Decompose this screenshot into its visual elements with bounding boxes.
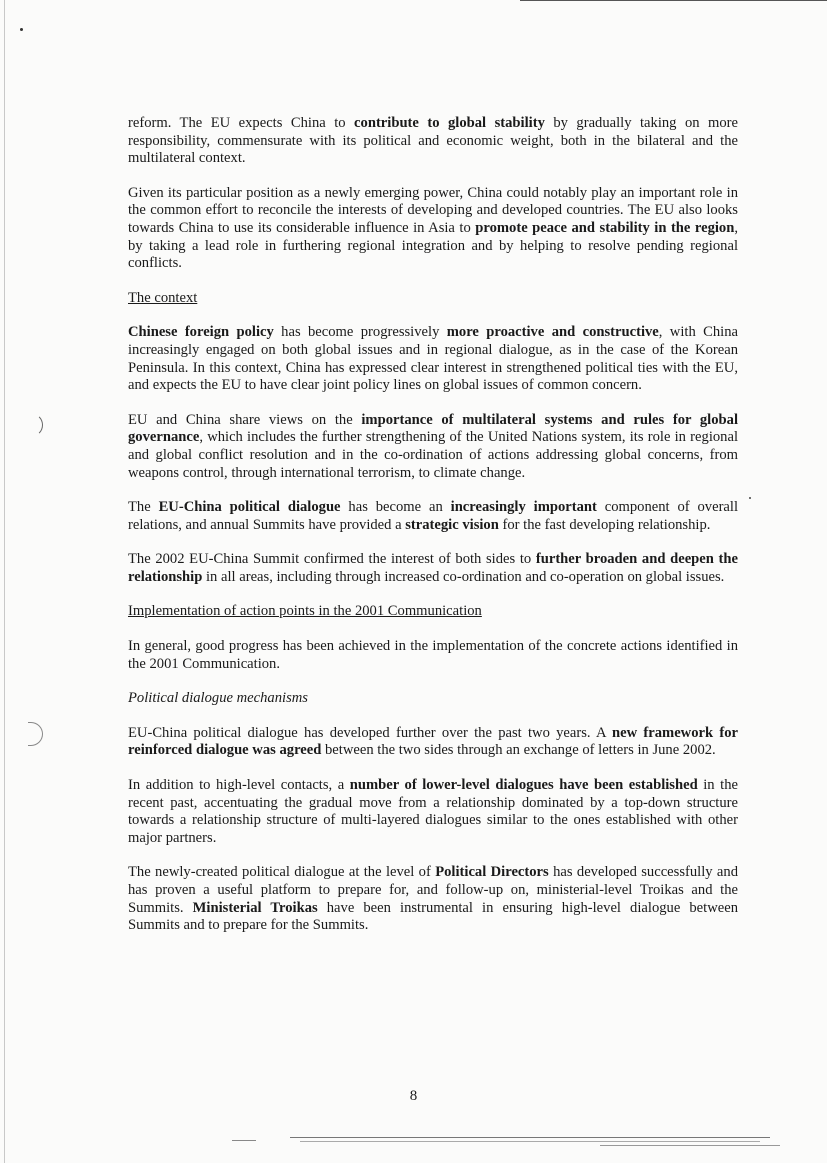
paragraph-political-3 <box>128 864 738 934</box>
section-heading-context: The context <box>128 289 198 306</box>
bold-text: more proactive and constructive <box>446 324 659 341</box>
text-run: EU-China political dialogue has developed further over the past two years. A <box>128 724 613 741</box>
bold-text: further broaden and deepen the relationship <box>128 551 738 585</box>
text-run: reform. The EU expects China to <box>128 115 355 131</box>
text-run: component of overall relations, and annual Summits have provided a <box>128 499 739 533</box>
text-run: The newly-created political dialogue at the level of <box>128 864 436 881</box>
paragraph-intro-1 <box>128 115 738 168</box>
footer-scan-line <box>232 1140 256 1141</box>
top-scan-line <box>520 0 827 1</box>
bold-text: increasingly important <box>450 499 597 516</box>
bold-text: number of lower-level dialogues have been established <box>349 777 698 794</box>
bold-text: Chinese foreign policy <box>128 324 274 341</box>
page-number: 8 <box>409 1088 418 1104</box>
punch-hole-mark <box>28 413 43 437</box>
paragraph-context-2 <box>128 412 738 482</box>
text-run: The <box>128 499 159 516</box>
paragraph-context-1 <box>128 324 738 394</box>
subheading-political-dialogue: Political dialogue mechanisms <box>128 690 308 707</box>
scan-speck <box>749 497 751 499</box>
footer-scan-line <box>290 1137 770 1138</box>
bold-text: importance of multilateral systems and rules for global governance <box>128 411 738 446</box>
paragraph-intro-2 <box>128 185 738 273</box>
text-run: The 2002 EU-China Summit confirmed the interest of both sides to <box>128 551 536 568</box>
text-run: Given its particular position as a newly emerging power, China could notably play an important role in the common effort to reconcile the interests of developing and developed countries. The EU also looks towards China to use its considerable influence in Asia to <box>128 184 738 236</box>
bold-text: contribute to global stability <box>354 115 545 131</box>
paragraph-political-1 <box>128 725 738 760</box>
bold-text: EU-China political dialogue <box>158 499 341 516</box>
scan-speck <box>20 28 23 31</box>
bold-text: Political Directors <box>435 864 549 881</box>
punch-hole-mark <box>28 722 43 746</box>
text-run: In addition to high-level contacts, a <box>128 777 350 794</box>
text-run: EU and China share views on the <box>128 411 362 428</box>
paragraph-context-4 <box>128 551 738 586</box>
text-run: in the recent past, accentuating the gradual move from a relationship dominated by a top-down structure towards a relationship structure of multi-layered dialogues similar to the ones established with other major partners. <box>128 777 738 846</box>
text-run: in all areas, including through increased co-ordination and co-operation on global issues. <box>202 568 725 585</box>
text-run: , by taking a lead role in furthering regional integration and by helping to resolve pending regional conflicts. <box>128 219 738 272</box>
text-run: by gradually taking on more responsibility, commensurate with its political and economic weight, both in the bilateral and the multilateral context. <box>128 115 738 167</box>
footer-scan-line <box>300 1141 760 1142</box>
left-scan-edge <box>4 0 5 1163</box>
text-run: , with China increasingly engaged on both global issues and in regional dialogue, as in the case of the Korean Peninsula. In this context, China has expressed clear interest in strengthened political ties with the EU, and expects the EU to have clear joint policy lines on global issues of common concern. <box>128 324 738 394</box>
bold-text: Ministerial Troikas <box>192 899 318 916</box>
bold-text: promote peace and stability in the region <box>475 219 735 236</box>
bold-text: strategic vision <box>405 516 499 533</box>
text-run: , which includes the further strengthening of the United Nations system, its role in regional and global conflict resolution and in the co-ordination of actions addressing global concerns, from weapons control, through international terrorism, to climate change. <box>128 429 738 481</box>
paragraph-implementation: In general, good progress has been achieved in the implementation of the concrete actions identified in the 2001 Communication. <box>128 638 738 672</box>
paragraph-political-2 <box>128 777 738 847</box>
document-body <box>128 115 738 952</box>
text-run: has become progressively <box>273 324 447 341</box>
bold-text: new framework for reinforced dialogue was agreed <box>128 724 738 759</box>
footer-scan-line <box>600 1145 780 1146</box>
paragraph-context-3 <box>128 499 738 534</box>
text-run: for the fast developing relationship. <box>498 516 711 533</box>
text-run: have been instrumental in ensuring high-level dialogue between Summits and to prepare for the Summits. <box>128 899 739 934</box>
text-run: has become an <box>340 499 451 516</box>
text-run: has developed successfully and has proven a useful platform to prepare for, and follow-up on, ministerial-level Troikas and the Summits. <box>128 864 738 916</box>
section-heading-implementation: Implementation of action points in the 2001 Communication <box>128 603 482 620</box>
text-run: between the two sides through an exchange of letters in June 2002. <box>321 742 716 759</box>
